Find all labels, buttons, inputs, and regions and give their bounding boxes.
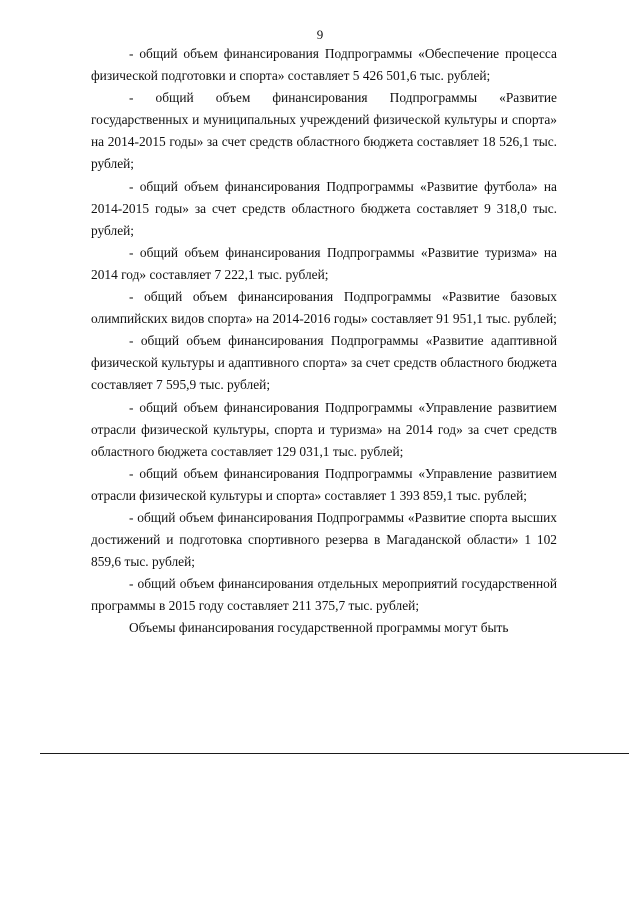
page-number: 9 <box>316 27 324 42</box>
paragraph-financing-physical-training: - общий объем финансирования Подпрограммы «Обеспечение процесса физической подготовки и спорта» составляет 5 426 501,6 тыс. рублей; <box>91 46 557 84</box>
document-body <box>91 43 557 640</box>
paragraph-financing-separate-measures: - общий объем финансирования отдельных мероприятий государственной программы в 2015 году составляет 211 375,7 тыс. рублей; <box>91 576 557 614</box>
paragraph-financing-institutions: - общий объем финансирования Подпрограммы «Развитие государственных и муниципальных учреждений физической культуры и спорта» на 2014-2015 годы» за счет средств областного бюджета составляет 18 526,1 тыс. рублей; <box>91 90 557 172</box>
paragraph-financing-management-tourism: - общий объем финансирования Подпрограммы «Управление развитием отрасли физической культуры, спорта и туризма» на 2014 год» за счет средств областного бюджета составляет 129 031,1 тыс. рублей; <box>91 399 557 459</box>
paragraph-financing-volumes: Объемы финансирования государственной программы могут быть <box>129 620 509 636</box>
bottom-divider <box>40 753 629 754</box>
paragraph-financing-management-sport: - общий объем финансирования Подпрограммы «Управление развитием отрасли физической культуры и спорта» составляет 1 393 859,1 тыс. рублей; <box>91 465 557 503</box>
paragraph-financing-olympic-sports: - общий объем финансирования Подпрограммы «Развитие базовых олимпийских видов спорта» на 2014-2016 годы» составляет 91 951,1 тыс. рублей; <box>91 289 557 327</box>
paragraph-financing-adaptive-sport: - общий объем финансирования Подпрограммы «Развитие адаптивной физической культуры и адаптивного спорта» за счет средств областного бюджета составляет 7 595,9 тыс. рублей; <box>91 333 557 393</box>
paragraph-financing-football: - общий объем финансирования Подпрограммы «Развитие футбола» на 2014-2015 годы» за счет средств областного бюджета составляет 9 318,0 тыс. рублей; <box>91 178 557 238</box>
paragraph-financing-tourism: - общий объем финансирования Подпрограммы «Развитие туризма» на 2014 год» составляет 7 222,1 тыс. рублей; <box>91 244 557 282</box>
paragraph-financing-high-achievement: - общий объем финансирования Подпрограммы «Развитие спорта высших достижений и подготовка спортивного резерва в Магаданской области» 1 102 859,6 тыс. рублей; <box>91 509 557 570</box>
